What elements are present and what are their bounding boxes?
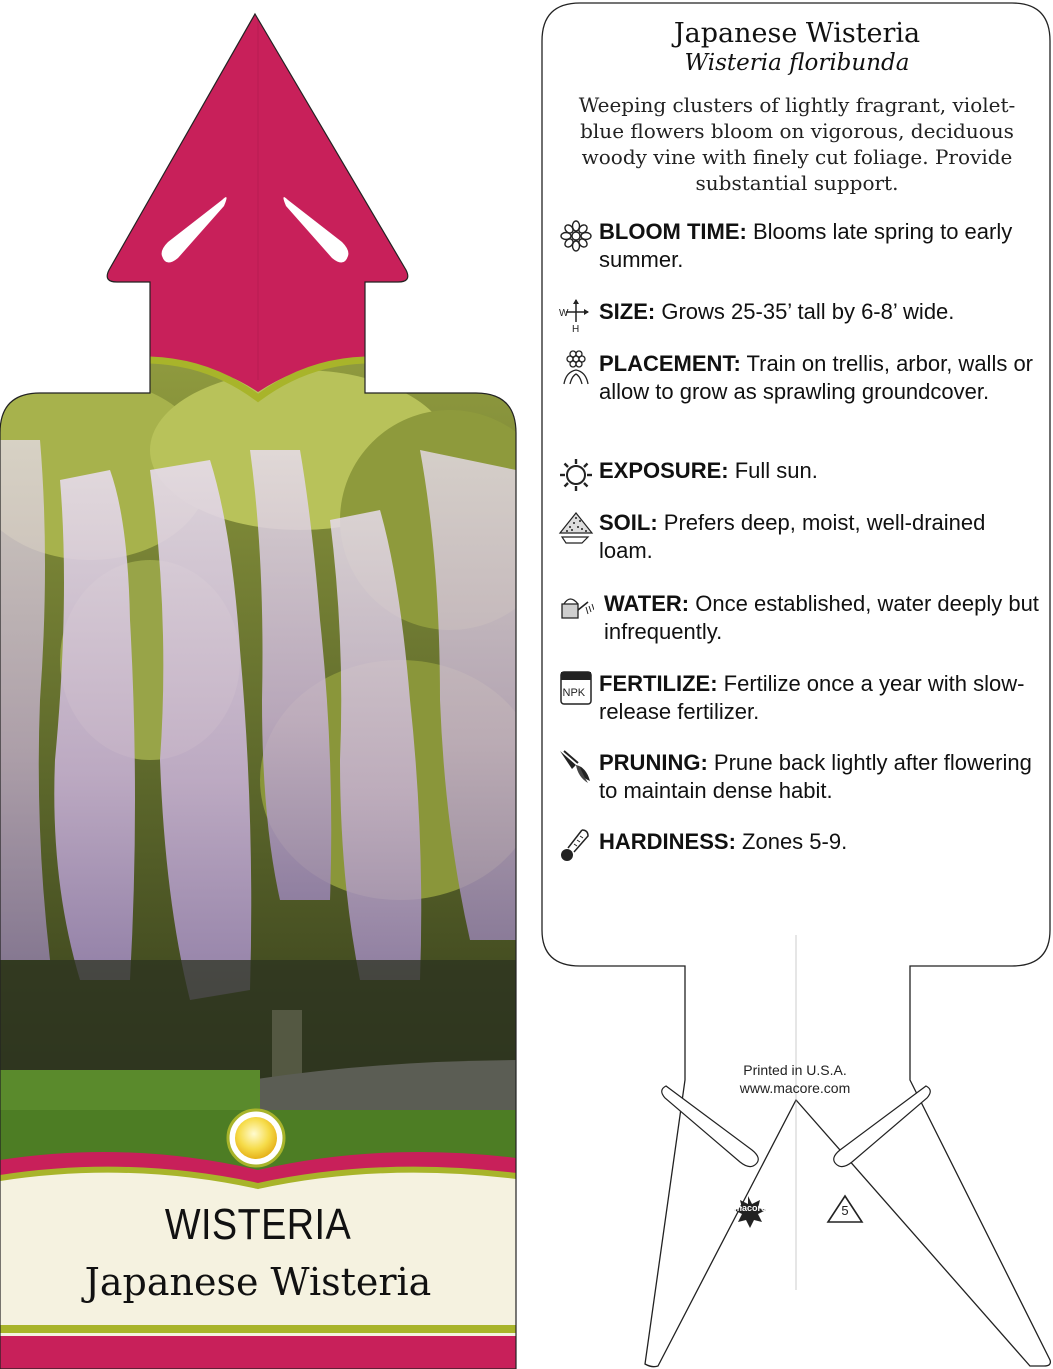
care-label: SOIL: [599,510,658,535]
care-label: FERTILIZE: [599,671,718,696]
care-text: Full sun. [734,458,818,483]
macore-logo-text: macore [733,1203,767,1213]
back-latin-name: Wisteria floribunda [684,50,910,76]
care-text: Grows 25-35’ tall by 6-8’ wide. [661,299,955,324]
care-label: PLACEMENT: [599,351,741,376]
care-text: Train on trellis, arbor, walls or allow to grow as sprawling groundcover. [599,351,1034,404]
website: www.macore.com [739,1080,851,1096]
fertilizer-icon-text: NPK [562,687,586,699]
care-text: Once established, water deeply but infrequently. [604,591,1039,644]
care-text: Zones 5-9. [742,829,848,854]
front-common-name: WISTERIA [164,1200,352,1249]
care-label: SIZE: [599,299,656,324]
care-label: HARDINESS: [599,829,736,854]
recycle-number: 5 [841,1203,849,1218]
care-label: BLOOM TIME: [599,219,747,244]
placement-icon [558,350,594,386]
care-label: EXPOSURE: [599,458,729,483]
full-sun-icon [228,1110,284,1166]
pruners-icon [558,749,594,785]
care-text: Blooms late spring to early summer. [599,219,1013,272]
soil-icon [558,509,594,545]
care-text: Fertilize once a year with slow-release fertilizer. [599,671,1025,724]
watering-can-icon [558,590,594,626]
sun-icon [558,457,594,493]
back-description: Weeping clusters of lightly fragrant, violet-blue flowers bloom on vigorous, deciduous woody vine with finely cut foliage. Provide substantial support. [578,93,1016,195]
care-label: PRUNING: [599,750,708,775]
size-icon [558,298,594,334]
size-icon-w: W [559,308,569,319]
care-text: Prefers deep, moist, well-drained loam. [599,510,986,563]
printed-in: Printed in U.S.A. [743,1062,847,1078]
thermometer-icon [558,828,594,864]
front-sub-name: Japanese Wisteria [84,1260,432,1304]
fertilizer-icon [558,670,594,706]
size-icon-h: H [572,324,580,334]
back-title: Japanese Wisteria [673,18,921,49]
flower-icon [558,218,594,254]
care-label: WATER: [604,591,690,616]
care-text: Prune back lightly after flowering to maintain dense habit. [599,750,1032,803]
